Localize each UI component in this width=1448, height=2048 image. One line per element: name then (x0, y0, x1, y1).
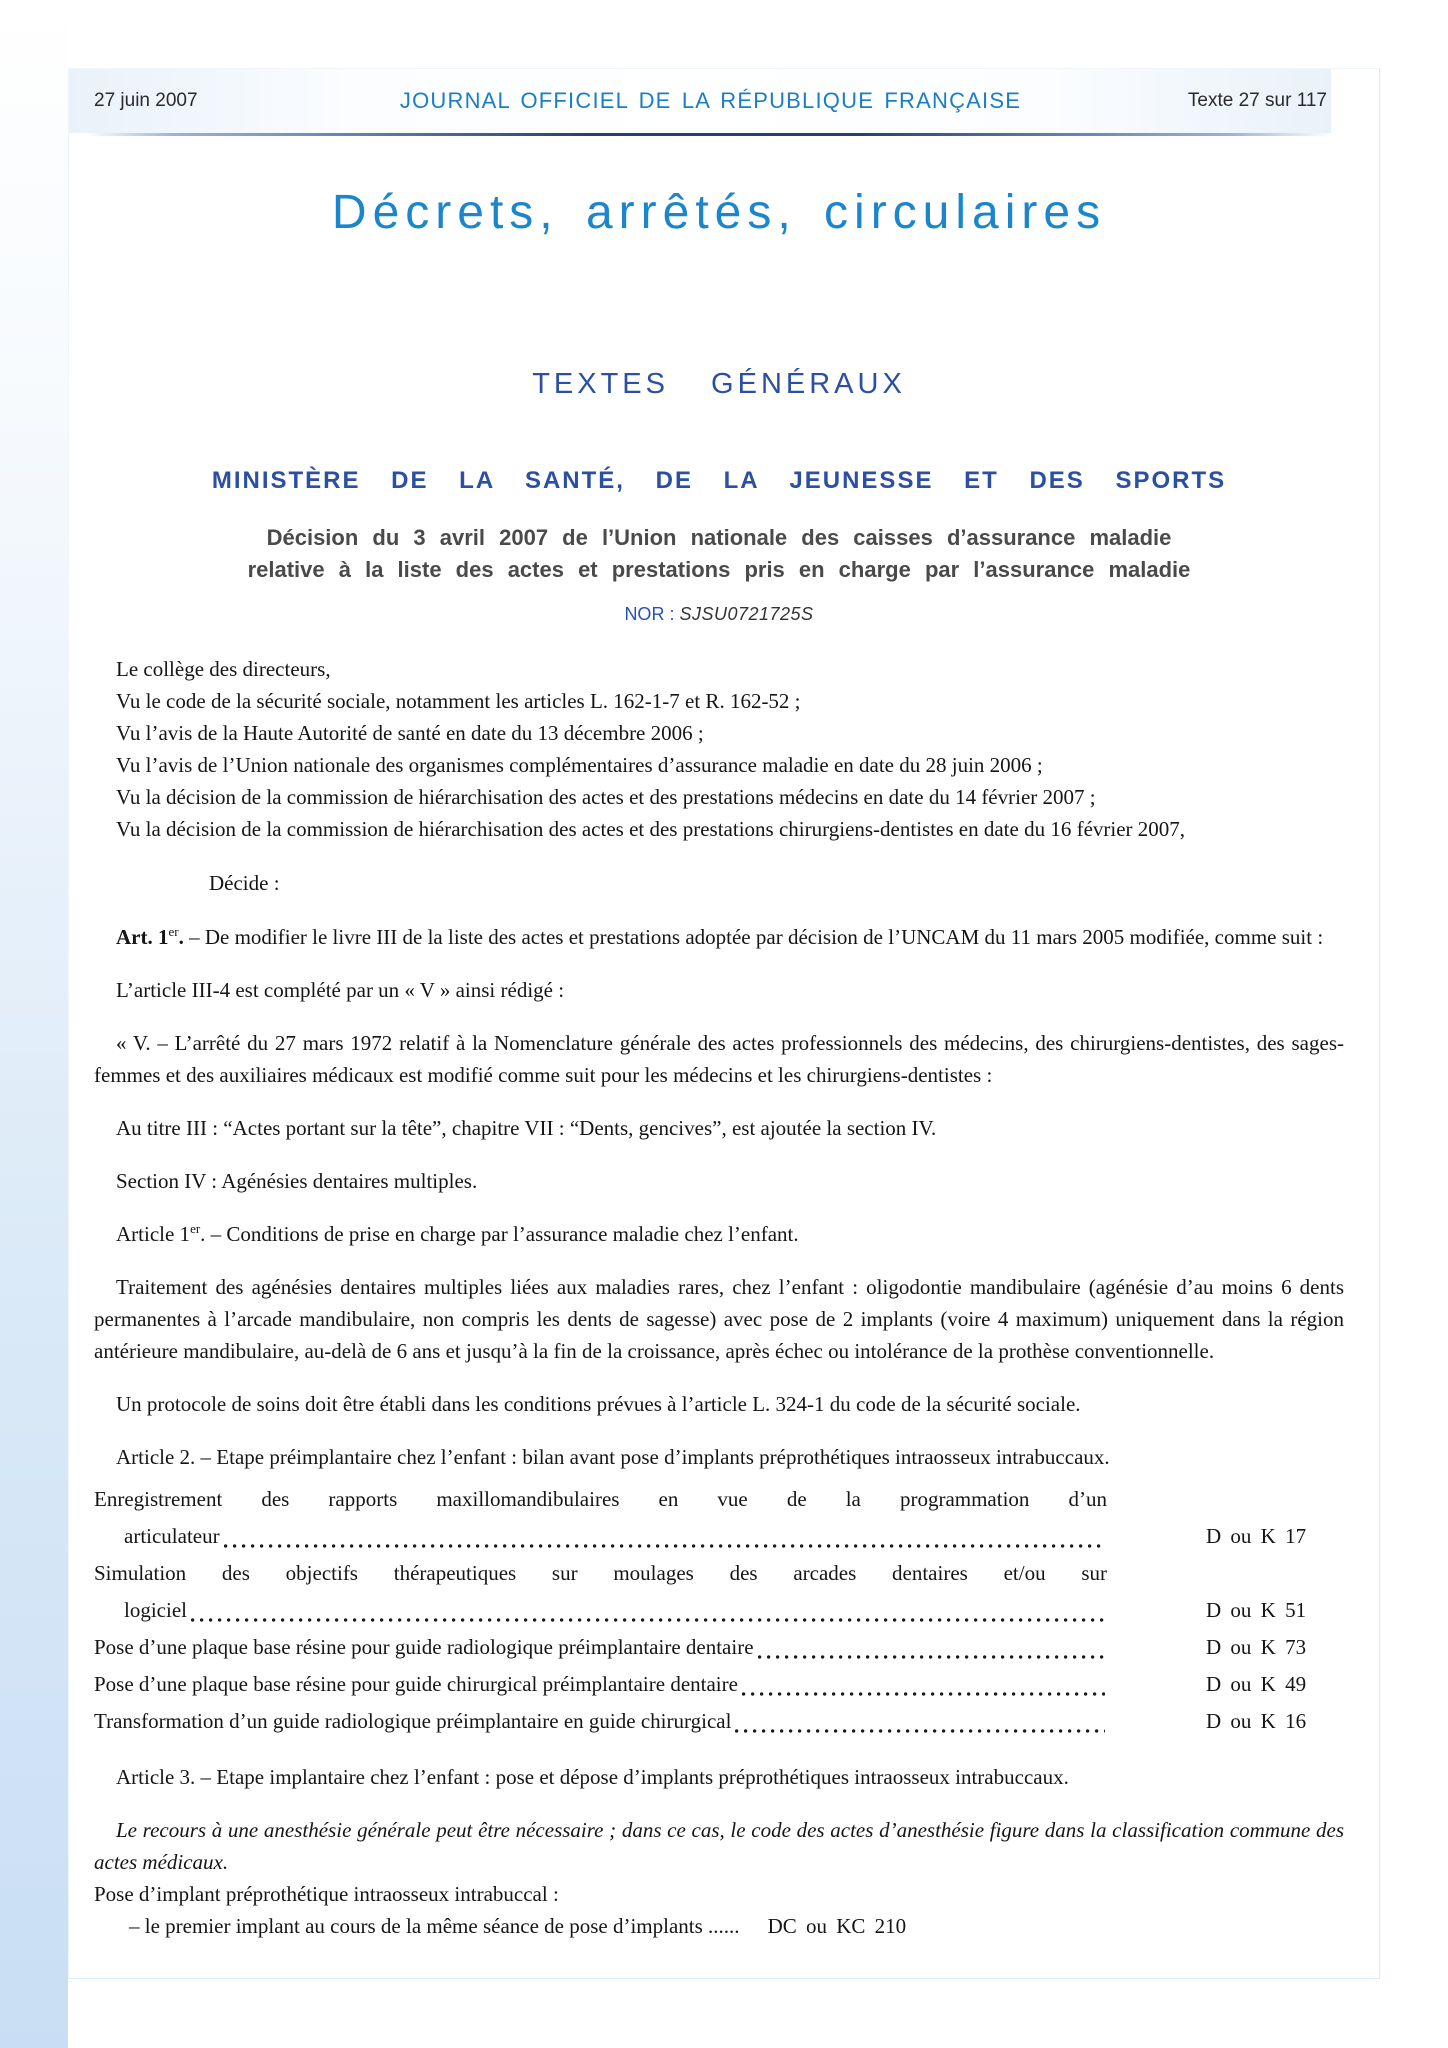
dotted-leader (758, 1655, 1105, 1659)
fee-description-line2: articulateur (124, 1524, 220, 1548)
decide-line: Décide : (209, 871, 280, 895)
fee-description (94, 1703, 1107, 1740)
fee-row (94, 1629, 1344, 1666)
fee-description (94, 1629, 1107, 1666)
fee-row (94, 1555, 1344, 1629)
article-1-label-end: . (178, 925, 184, 949)
journal-title: JOURNAL OFFICIEL DE LA RÉPUBLIQUE FRANÇAISE (399, 88, 1022, 113)
page-header-band (69, 69, 1331, 133)
anesthesie-paragraph: Le recours à une anesthésie générale peut être nécessaire ; dans ce cas, le code des actes d’anesthésie figure dans la classification commune des actes médicaux. (94, 1818, 1344, 1874)
fee-code: D ou K 51 (1206, 1598, 1307, 1622)
fee-row (94, 1703, 1344, 1740)
article-1-section-paragraph (94, 1218, 1344, 1250)
fee-description (94, 1555, 1107, 1629)
fee-row (94, 1666, 1344, 1703)
article-1-superscript: er (168, 924, 179, 939)
fee-row (94, 1481, 1344, 1555)
article-1-text: De modifier le livre III de la liste des actes et prestations adoptée par décision de l’UNCAM du 11 mars 2005 modifiée, comme suit : (204, 925, 1324, 949)
article-1-section-label: Article 1 (116, 1222, 191, 1246)
article-1-paragraph (94, 921, 1344, 953)
preamble-paragraph: Vu l’avis de la Haute Autorité de santé en date du 13 décembre 2006 ; (116, 721, 704, 745)
text-reference: Texte 27 sur 117 (1187, 90, 1327, 111)
decision-body (94, 653, 1344, 1942)
fee-description-line2: Transformation d’un guide radiologique préimplantaire en guide chirurgical (94, 1709, 732, 1733)
article-completed-paragraph: L’article III-4 est complété par un « V » ainsi rédigé : (116, 978, 565, 1002)
article-1-section-superscript: er (190, 1221, 201, 1236)
article-3-paragraph: Article 3. – Etape implantaire chez l’enfant : pose et dépose d’implants préprothétiques intraosseux intrabuccaux. (116, 1765, 1069, 1789)
dc-line (94, 1910, 1344, 1942)
article-2-paragraph: Article 2. – Etape préimplantaire chez l’enfant : bilan avant pose d’implants préprothétiques intraosseux intrabuccaux. (116, 1445, 1110, 1469)
fee-description (94, 1666, 1107, 1703)
fee-description-line1: Simulation des objectifs thérapeutiques sur moulages des arcades dentaires et/ou sur (94, 1561, 1107, 1585)
fee-description-line2: Pose d’une plaque base résine pour guide radiologique préimplantaire dentaire (94, 1635, 754, 1659)
v-paragraph: « V. – L’arrêté du 27 mars 1972 relatif à la Nomenclature générale des actes professionnels des médecins, des chirurgiens-dentistes, des sages-femmes et des auxiliaires médicaux est modifié comme suit pour les médecins et les chirurgiens-dentistes : (94, 1031, 1344, 1087)
titre-iii-paragraph: Au titre III : “Actes portant sur la tête”, chapitre VII : “Dents, gencives”, est ajoutée la section IV. (116, 1116, 937, 1140)
page-margin-gradient (0, 0, 68, 2048)
preamble-paragraph: Vu la décision de la commission de hiérarchisation des actes et des prestations chirurgiens-dentistes en date du 16 février 2007, (116, 817, 1186, 841)
dc-line-code: DC ou KC 210 (767, 1914, 907, 1938)
fee-code: D ou K 73 (1206, 1635, 1307, 1659)
nor-value: SJSU0721725S (679, 604, 814, 624)
fee-description (94, 1481, 1107, 1555)
ministry-title: MINISTÈRE DE LA SANTÉ, DE LA JEUNESSE ET DES SPORTS (211, 467, 1227, 494)
nor-line (94, 604, 1344, 625)
dotted-leader (742, 1692, 1105, 1696)
header-date: 27 juin 2007 (94, 90, 198, 111)
fee-description-line2: logiciel (124, 1598, 187, 1622)
protocole-paragraph: Un protocole de soins doit être établi dans les conditions prévues à l’article L. 324-1 du code de la sécurité sociale. (116, 1392, 1081, 1416)
traitement-paragraph: Traitement des agénésies dentaires multiples liées aux maladies rares, chez l’enfant : oligodontie mandibulaire (agénésie d’au moins 6 dents permanentes à l’arcade mandibulaire, non compris les dents de sagesse) avec pose de 2 implants (voire 4 maximum) uniquement dans la région antérieure mandibulaire, au-delà de 6 ans et jusqu’à la fin de la croissance, après échec ou intolérance de la prothèse conventionnelle. (94, 1275, 1344, 1363)
pose-implant-paragraph: Pose d’implant préprothétique intraosseux intrabuccal : (94, 1882, 559, 1906)
article-1-section-text: . – Conditions de prise en charge par l’assurance maladie chez l’enfant. (200, 1222, 799, 1246)
header-rule (86, 133, 1331, 136)
preamble-paragraph: Vu le code de la sécurité sociale, notamment les articles L. 162-1-7 et R. 162-52 ; (116, 689, 801, 713)
dc-line-text: – le premier implant au cours de la même séance de pose d’implants ...... (129, 1914, 740, 1938)
fee-code: D ou K 49 (1206, 1672, 1307, 1696)
section-title: TEXTES GÉNÉRAUX (532, 368, 906, 400)
fee-description-line1: Enregistrement des rapports maxillomandibulaires en vue de la programmation d’un (94, 1487, 1107, 1511)
document-page (68, 68, 1380, 1979)
main-title: Décrets, arrêtés, circulaires (331, 186, 1107, 239)
decision-title-line2: relative à la liste des actes et prestations pris en charge par l’assurance maladie (247, 557, 1191, 582)
dotted-leader (224, 1544, 1105, 1548)
fee-code: D ou K 17 (1206, 1524, 1307, 1548)
article-1-label: Art. 1 (116, 925, 169, 949)
page-content (69, 185, 1379, 1942)
decision-title (94, 522, 1344, 586)
article-1-dash: – (189, 925, 200, 949)
preamble-paragraph: Vu la décision de la commission de hiérarchisation des actes et des prestations médecins en date du 14 février 2007 ; (116, 785, 1096, 809)
section-iv-paragraph: Section IV : Agénésies dentaires multiples. (116, 1169, 478, 1193)
decision-title-line1: Décision du 3 avril 2007 de l’Union nationale des caisses d’assurance maladie (266, 525, 1172, 550)
fee-list (94, 1481, 1344, 1740)
fee-code: D ou K 16 (1206, 1709, 1307, 1733)
dotted-leader (735, 1729, 1105, 1733)
preamble-paragraph: Vu l’avis de l’Union nationale des organismes complémentaires d’assurance maladie en date du 28 juin 2006 ; (116, 753, 1043, 777)
nor-label: NOR : (624, 604, 675, 624)
preamble-paragraph: Le collège des directeurs, (116, 657, 331, 681)
fee-description-line2: Pose d’une plaque base résine pour guide chirurgical préimplantaire dentaire (94, 1672, 738, 1696)
dotted-leader (191, 1618, 1105, 1622)
